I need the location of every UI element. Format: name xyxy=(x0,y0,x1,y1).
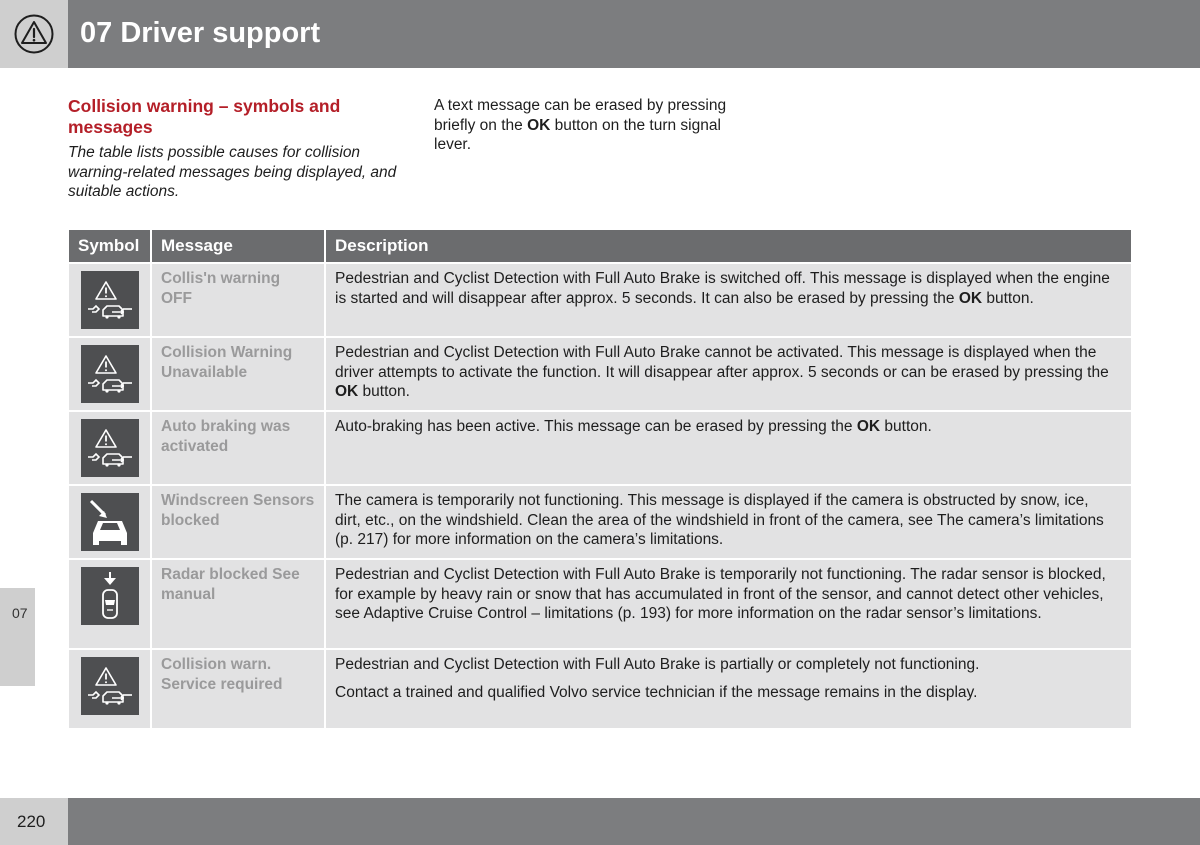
warning-triangle-icon xyxy=(14,14,54,54)
page-footer xyxy=(0,798,1200,845)
erase-note-ok: OK xyxy=(527,116,551,134)
description-cell xyxy=(326,650,1131,728)
symbol-cell xyxy=(69,560,152,648)
erase-note xyxy=(434,96,754,155)
description-cell xyxy=(326,412,1131,484)
section-description: The table lists possible causes for collision warning-related messages being displayed, and suitable actions. xyxy=(68,144,397,200)
table-body xyxy=(69,262,1131,728)
symbol-cell xyxy=(69,486,152,558)
symbol-cell xyxy=(69,264,152,336)
description-cell xyxy=(326,264,1131,336)
description-paragraph: Pedestrian and Cyclist Detection with Full Auto Brake cannot be activated. This message is displayed when the driver attempts to activate the function. It will disappear after approx. 5 seconds or can be erased by pressing the OK button. xyxy=(335,344,1109,400)
message-cell: Windscreen Sensors blocked xyxy=(152,486,326,558)
description-paragraph: Contact a trained and qualified Volvo service technician if the message remains in the display. xyxy=(335,683,978,701)
header-description: Description xyxy=(335,236,429,255)
message-cell: Auto braking was activated xyxy=(152,412,326,484)
table-row xyxy=(69,558,1131,648)
section-intro xyxy=(68,96,398,202)
description-cell xyxy=(326,338,1131,410)
page-number: 220 xyxy=(17,812,46,831)
symbol-cell xyxy=(69,338,152,410)
table-row xyxy=(69,484,1131,558)
table-row xyxy=(69,410,1131,484)
symbol-cell xyxy=(69,650,152,728)
description-paragraph: The camera is temporarily not functioning. This message is displayed if the camera is obstructed by snow, ice, dirt, etc., on the windshield. Clean the area of the windshield in front of the camera, see The camera’s limitations (p. 217) for more information on the camera’s limitations. xyxy=(335,492,1104,548)
header-message: Message xyxy=(152,230,326,262)
message-cell: Collision Warning Unavailable xyxy=(152,338,326,410)
collision-warning-icon xyxy=(81,271,139,329)
description-paragraph: Pedestrian and Cyclist Detection with Full Auto Brake is temporarily not functioning. The radar sensor is blocked, for example by heavy rain or snow that has accumulated in front of the sensor, and cannot detect other vehicles, see Adaptive Cruise Control – limitations (p. 193) for more information on the radar sensor’s limitations. xyxy=(335,566,1106,622)
message-cell: Radar blocked See manual xyxy=(152,560,326,648)
table-row xyxy=(69,648,1131,728)
collision-warning-icon xyxy=(81,657,139,715)
windscreen-sensor-icon xyxy=(81,493,139,551)
symbol-cell xyxy=(69,412,152,484)
description-paragraph: Pedestrian and Cyclist Detection with Full Auto Brake is partially or completely not functioning. xyxy=(335,656,980,673)
message-cell: Collision warn. Service required xyxy=(152,650,326,728)
section-title: Collision warning – symbols and messages xyxy=(68,96,341,137)
table-header-row xyxy=(69,230,1131,262)
table-row xyxy=(69,262,1131,336)
header-symbol: Symbol xyxy=(69,230,152,262)
page-title: 07 Driver support xyxy=(80,17,321,49)
chapter-side-tab xyxy=(0,588,35,686)
erase-note-text-end: button on the turn signal lever. xyxy=(434,116,721,153)
collision-warning-icon xyxy=(81,419,139,477)
collision-warning-icon xyxy=(81,345,139,403)
header-icon-tab xyxy=(0,0,68,68)
erase-note-text: A text message can be erased by pressing briefly on the xyxy=(434,97,727,134)
table-row xyxy=(69,336,1131,410)
message-cell: Collis'n warning OFF xyxy=(152,264,326,336)
radar-blocked-icon xyxy=(81,567,139,625)
description-cell xyxy=(326,560,1131,648)
description-paragraph: Auto-braking has been active. This message can be erased by pressing the OK button. xyxy=(335,418,932,435)
messages-table xyxy=(69,230,1131,728)
description-cell xyxy=(326,486,1131,558)
description-paragraph: Pedestrian and Cyclist Detection with Full Auto Brake is switched off. This message is displayed when the engine is started and will disappear after approx. 5 seconds. It can also be erased by pressing the OK button. xyxy=(335,270,1110,307)
chapter-side-tab-label: 07 xyxy=(12,605,28,621)
